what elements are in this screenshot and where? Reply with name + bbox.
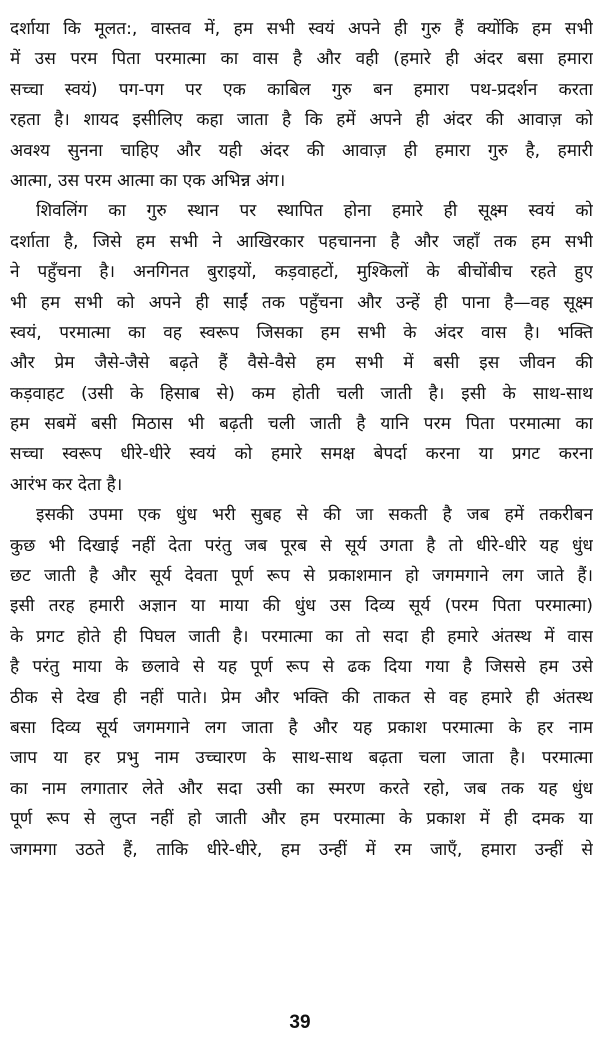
text-line: स्वयं, परमात्मा का वह स्वरूप जिसका हम सभी के अंदर वास है। भक्ति <box>10 322 593 343</box>
text-line: शिवलिंग का गुरु स्थान पर स्थापित होना हमारे ही सूक्ष्म स्वयं को <box>36 201 593 222</box>
paragraph-1 <box>10 14 593 196</box>
text-line: इसकी उपमा एक धुंध भरी सुबह से की जा सकती है जब हमें तकरीबन <box>36 505 593 526</box>
text-line: कुछ भी दिखाई नहीं देता परंतु जब पूरब से सूर्य उगता है तो धीरे-धीरे यह धुंध <box>10 535 593 556</box>
text-line: दर्शाया कि मूलत:, वास्तव में, हम सभी स्वयं अपने ही गुरु हैं क्योंकि हम सभी <box>10 19 593 39</box>
text-line: सच्चा स्वयं) पग-पग पर एक काबिल गुरु बन हमारा पथ-प्रदर्शन करता <box>10 79 593 100</box>
text-line: के प्रगट होते ही पिघल जाती है। परमात्मा का तो सदा ही हमारे अंतस्थ में वास <box>10 626 593 647</box>
text-line: छट जाती है और सूर्य देवता पूर्ण रूप से प्रकाशमान हो जगमगाने लग जाते हैं। <box>10 566 593 587</box>
text-line: हम सबमें बसी मिठास भी बढ़ती चली जाती है यानि परम पिता परमात्मा का <box>10 414 593 435</box>
text-line: का नाम लगातार लेते और सदा उसी का स्मरण करते रहो, जब तक यह धुंध <box>10 778 593 799</box>
text-line: जगमगा उठते हैं, ताकि धीरे-धीरे, हम उन्हीं में रम जाएँ, हमारा उन्हीं से <box>10 839 593 860</box>
text-line: बसा दिव्य सूर्य जगमगाने लग जाता है और यह प्रकाश परमात्मा के हर नाम <box>10 717 593 738</box>
text-line: पूर्ण रूप से लुप्त नहीं हो जाती और हम परमात्मा के प्रकाश में ही दमक या <box>10 809 593 830</box>
text-line: कड़वाहट (उसी के हिसाब से) कम होती चली जाती है। इसी के साथ-साथ <box>10 383 593 404</box>
text-line: जाप या हर प्रभु नाम उच्चारण के साथ-साथ बढ़ता चला जाता है। परमात्मा <box>10 748 593 769</box>
text-line: दर्शाता है, जिसे हम सभी ने आखिरकार पहचानना है और जहाँ तक हम सभी <box>10 231 593 252</box>
text-line: भी हम सभी को अपने ही साईं तक पहुँचना और उन्हें ही पाना है—वह सूक्ष्म <box>10 292 593 313</box>
paragraph-3 <box>10 500 593 865</box>
text-line: अवश्य सुनना चाहिए और यही अंदर की आवाज़ ही हमारा गुरु है, हमारी <box>10 140 593 161</box>
text-line: इसी तरह हमारी अज्ञान या माया की धुंध उस दिव्य सूर्य (परम पिता परमात्मा) <box>10 596 593 617</box>
text-line: है परंतु माया के छलावे से यह पूर्ण रूप से ढक दिया गया है जिससे हम उसे <box>10 657 593 678</box>
text-line: रहता है। शायद इसीलिए कहा जाता है कि हमें अपने ही अंदर की आवाज़ को <box>10 110 593 131</box>
text-line: ठीक से देख ही नहीं पाते। प्रेम और भक्ति की ताकत से वह हमारे ही अंतस्थ <box>10 687 593 708</box>
page-number: 39 <box>289 1012 311 1033</box>
text-line: सच्चा स्वरूप धीरे-धीरे स्वयं को हमारे समक्ष बेपर्दा करना या प्रगट करना <box>10 444 593 465</box>
text-line: में उस परम पिता परमात्मा का वास है और वही (हमारे ही अंदर बसा हमारा <box>10 49 593 70</box>
text-line: ने पहुँचना है। अनगिनत बुराइयों, कड़वाहटों, मुश्किलों के बीचोंबीच रहते हुए <box>10 262 593 283</box>
text-line: आरंभ कर देता है। <box>10 474 123 495</box>
text-line: और प्रेम जैसे-जैसे बढ़ते हैं वैसे-वैसे हम सभी में बसी इस जीवन की <box>10 353 593 374</box>
body-text <box>10 14 593 865</box>
text-line: आत्मा, उस परम आत्मा का एक अभिन्न अंग। <box>10 170 286 191</box>
paragraph-2 <box>10 196 593 500</box>
